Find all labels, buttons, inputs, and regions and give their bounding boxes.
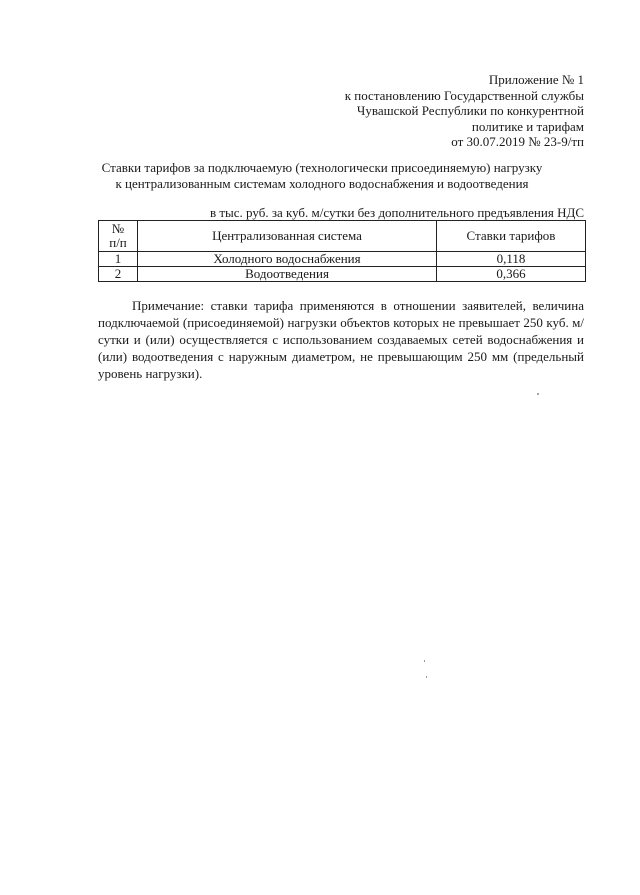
title-line-1: Ставки тарифов за подключаемую (технологически присоединяемую) нагрузку <box>101 160 543 175</box>
table-row <box>99 267 586 282</box>
row-system: Холодного водоснабжения <box>138 252 437 267</box>
appendix-line: Чувашской Республики по конкурентной <box>356 103 584 118</box>
row-number: 1 <box>99 252 138 267</box>
scan-speck <box>537 393 539 395</box>
note-text: Примечание: ставки тарифа применяются в отношении заявителей, величина подключаемой (присоединяемой) нагрузки объектов которых не превышает 250 куб. м/сутки и (или) осуществляется с использованием создаваемых сетей водоснабжения и (или) водоотведения с наружным диаметром, не превышающим 250 мм (предельный уровень нагрузки). <box>98 298 584 381</box>
document-title <box>60 160 584 192</box>
header-number-line-2: п/п <box>109 235 127 250</box>
header-number <box>99 221 138 252</box>
row-rate: 0,366 <box>437 267 586 282</box>
header-rate: Ставки тарифов <box>437 221 586 252</box>
rates-table <box>98 220 586 282</box>
scan-speck <box>426 676 427 678</box>
table-row <box>99 252 586 267</box>
appendix-line: к постановлению Государственной службы <box>344 87 584 103</box>
scan-speck <box>424 660 425 662</box>
header-number-line-1: № <box>111 221 125 236</box>
appendix-line: Приложение № 1 <box>488 72 584 87</box>
appendix-line: от 30.07.2019 № 23-9/тп <box>451 134 584 149</box>
note-section <box>98 297 584 382</box>
header-system: Централизованная система <box>138 221 437 252</box>
appendix-header <box>345 72 584 150</box>
appendix-line: политике и тарифам <box>471 118 584 134</box>
row-system: Водоотведения <box>138 267 437 282</box>
units-note: в тыс. руб. за куб. м/сутки без дополнительного предъявления НДС <box>209 205 584 220</box>
row-rate: 0,118 <box>437 252 586 267</box>
row-number: 2 <box>99 267 138 282</box>
title-line-2: к централизованным системам холодного водоснабжения и водоотведения <box>115 176 529 191</box>
table-header-row <box>99 221 586 252</box>
